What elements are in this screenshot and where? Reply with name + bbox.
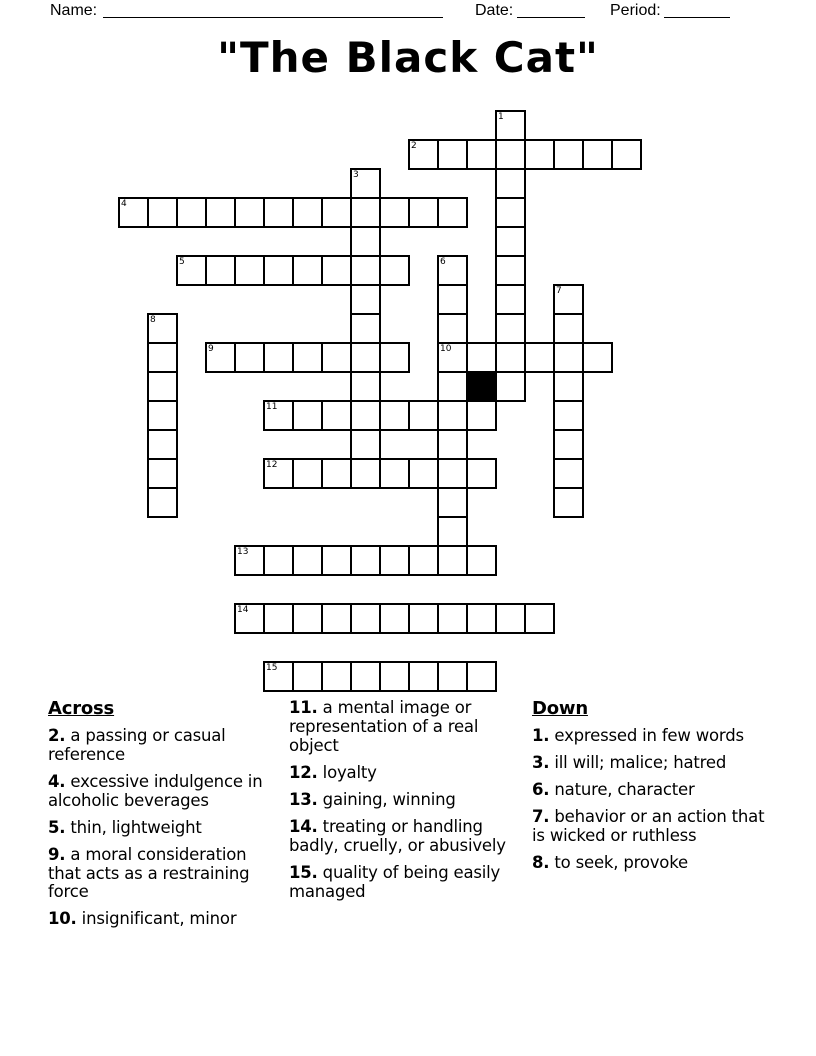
grid-cell — [234, 342, 265, 373]
clue-item — [532, 754, 768, 773]
grid-cell — [495, 255, 526, 286]
grid-cell — [524, 139, 555, 170]
grid-cell — [553, 342, 584, 373]
grid-cell — [495, 313, 526, 344]
grid-cell — [495, 603, 526, 634]
grid-cell — [611, 139, 642, 170]
grid-cell — [379, 603, 410, 634]
grid-cell — [582, 139, 613, 170]
grid-cell — [292, 661, 323, 692]
grid-cell — [437, 284, 468, 315]
grid-cell — [147, 371, 178, 402]
grid-cell — [350, 545, 381, 576]
clue-number: 8. — [532, 852, 550, 872]
grid-cell — [437, 400, 468, 431]
grid-cell — [495, 110, 526, 141]
grid-cell — [379, 255, 410, 286]
cell-number: 14 — [237, 605, 249, 615]
grid-cell — [292, 603, 323, 634]
grid-cell — [234, 197, 265, 228]
grid-cell — [437, 429, 468, 460]
clue-number: 10. — [48, 909, 77, 929]
grid-cell — [379, 400, 410, 431]
clue-number: 5. — [48, 817, 66, 837]
clue-number: 13. — [289, 789, 318, 809]
down-clue-list — [532, 727, 768, 873]
clue-text: thin, lightweight — [65, 817, 202, 837]
grid-cell — [408, 139, 439, 170]
clue-item — [289, 864, 517, 902]
cell-number: 3 — [353, 170, 359, 180]
grid-cell — [466, 342, 497, 373]
grid-cell — [321, 545, 352, 576]
cell-number: 10 — [440, 344, 452, 354]
grid-cell — [292, 197, 323, 228]
grid-cell — [176, 197, 207, 228]
clue-item — [532, 781, 768, 800]
date-label: Date: — [475, 2, 514, 19]
grid-cell — [437, 313, 468, 344]
grid-cell — [408, 661, 439, 692]
grid-cell — [495, 168, 526, 199]
clue-text: nature, character — [549, 779, 695, 799]
clue-item — [48, 910, 264, 929]
grid-cell — [466, 603, 497, 634]
grid-cell — [437, 661, 468, 692]
grid-cell — [466, 458, 497, 489]
clue-text: expressed in few words — [549, 725, 744, 745]
grid-cell — [437, 342, 468, 373]
clue-text: quality of being easily managed — [289, 862, 501, 901]
clue-number: 12. — [289, 762, 318, 782]
clue-number: 1. — [532, 725, 550, 745]
grid-cell — [350, 400, 381, 431]
grid-cell — [147, 458, 178, 489]
grid-cell — [379, 342, 410, 373]
clue-text: excessive indulgence in alcoholic beverages — [48, 771, 263, 810]
grid-cell — [350, 661, 381, 692]
cell-number: 4 — [121, 199, 127, 209]
across-clues-column-2 — [289, 699, 517, 910]
clue-item — [532, 808, 768, 846]
clue-number: 14. — [289, 816, 318, 836]
clue-number: 9. — [48, 844, 66, 864]
grid-cell — [292, 342, 323, 373]
grid-cell — [292, 545, 323, 576]
grid-cell — [321, 342, 352, 373]
clue-text: ill will; malice; hatred — [549, 752, 727, 772]
across-heading: Across — [48, 698, 115, 719]
clue-item — [289, 791, 517, 810]
grid-cell — [495, 284, 526, 315]
grid-cell — [350, 342, 381, 373]
date-line — [517, 17, 585, 18]
clue-text: a passing or casual reference — [48, 725, 226, 764]
grid-cell — [379, 458, 410, 489]
grid-cell — [263, 342, 294, 373]
grid-cell — [553, 284, 584, 315]
grid-cell — [321, 400, 352, 431]
clue-item — [289, 764, 517, 783]
grid-cell — [350, 313, 381, 344]
clue-text: gaining, winning — [317, 789, 456, 809]
grid-cell — [495, 371, 526, 402]
grid-cell — [466, 545, 497, 576]
grid-cell — [553, 371, 584, 402]
grid-cell — [147, 429, 178, 460]
clue-number: 3. — [532, 752, 550, 772]
grid-cell — [292, 255, 323, 286]
grid-cell — [379, 545, 410, 576]
grid-cell — [350, 168, 381, 199]
cell-number: 1 — [498, 112, 504, 122]
grid-cell — [263, 197, 294, 228]
grid-cell — [205, 197, 236, 228]
across-clue-list-2 — [289, 699, 517, 902]
grid-cell — [466, 400, 497, 431]
period-label: Period: — [610, 2, 661, 19]
grid-cell — [147, 400, 178, 431]
grid-cell — [118, 197, 149, 228]
grid-cell — [350, 226, 381, 257]
grid-cell — [437, 487, 468, 518]
page-title: "The Black Cat" — [217, 33, 599, 82]
grid-cell — [495, 139, 526, 170]
grid-cell — [553, 313, 584, 344]
grid-cell-black — [466, 371, 497, 402]
clue-text: a moral consideration that acts as a restraining force — [48, 844, 250, 902]
grid-cell — [263, 458, 294, 489]
clue-item — [48, 846, 264, 903]
cell-number: 12 — [266, 460, 278, 470]
down-clues-column — [532, 699, 768, 881]
grid-cell — [321, 255, 352, 286]
clue-item — [48, 773, 264, 811]
grid-cell — [495, 197, 526, 228]
cell-number: 5 — [179, 257, 185, 267]
grid-cell — [524, 603, 555, 634]
clue-text: behavior or an action that is wicked or ruthless — [532, 806, 765, 845]
grid-cell — [321, 661, 352, 692]
grid-cell — [437, 458, 468, 489]
clue-number: 7. — [532, 806, 550, 826]
grid-cell — [263, 545, 294, 576]
period-line — [664, 17, 730, 18]
name-label: Name: — [50, 2, 98, 19]
grid-cell — [379, 197, 410, 228]
clue-text: treating or handling badly, cruelly, or abusively — [289, 816, 506, 855]
name-line — [103, 17, 443, 18]
grid-cell — [495, 342, 526, 373]
grid-cell — [234, 255, 265, 286]
grid-cell — [292, 400, 323, 431]
grid-cell — [437, 255, 468, 286]
grid-cell — [263, 661, 294, 692]
grid-cell — [408, 197, 439, 228]
clue-item — [289, 699, 517, 756]
grid-cell — [582, 342, 613, 373]
grid-cell — [147, 487, 178, 518]
grid-cell — [263, 255, 294, 286]
grid-cell — [553, 458, 584, 489]
grid-cell — [350, 255, 381, 286]
clue-item — [532, 854, 768, 873]
clue-text: loyalty — [317, 762, 377, 782]
clue-item — [48, 819, 264, 838]
down-heading: Down — [532, 698, 588, 719]
grid-cell — [176, 255, 207, 286]
grid-cell — [350, 603, 381, 634]
grid-cell — [350, 284, 381, 315]
grid-cell — [437, 603, 468, 634]
clue-text: insignificant, minor — [76, 909, 237, 929]
grid-cell — [263, 400, 294, 431]
grid-cell — [205, 342, 236, 373]
grid-cell — [437, 197, 468, 228]
cell-number: 6 — [440, 257, 446, 267]
grid-cell — [147, 197, 178, 228]
cell-number: 13 — [237, 547, 249, 557]
clue-text: to seek, provoke — [549, 852, 688, 872]
clue-number: 11. — [289, 698, 318, 717]
grid-cell — [466, 139, 497, 170]
grid-cell — [321, 197, 352, 228]
clue-item — [48, 727, 264, 765]
grid-cell — [350, 197, 381, 228]
grid-cell — [292, 458, 323, 489]
grid-cell — [495, 226, 526, 257]
grid-cell — [408, 545, 439, 576]
cell-number: 15 — [266, 663, 278, 673]
grid-cell — [379, 661, 410, 692]
grid-cell — [553, 487, 584, 518]
clue-text: a mental image or representation of a real object — [289, 698, 479, 755]
cell-number: 7 — [556, 286, 562, 296]
grid-cell — [437, 139, 468, 170]
grid-cell — [263, 603, 294, 634]
grid-cell — [437, 545, 468, 576]
across-clue-list-1 — [48, 727, 264, 930]
grid-cell — [553, 139, 584, 170]
cell-number: 2 — [411, 141, 417, 151]
cell-number: 8 — [150, 315, 156, 325]
grid-cell — [553, 400, 584, 431]
cell-number: 9 — [208, 344, 214, 354]
grid-cell — [350, 429, 381, 460]
grid-cell — [147, 313, 178, 344]
grid-cell — [408, 458, 439, 489]
grid-cell — [437, 371, 468, 402]
grid-cell — [321, 458, 352, 489]
clue-number: 15. — [289, 862, 318, 882]
clue-item — [532, 727, 768, 746]
grid-cell — [437, 516, 468, 547]
grid-cell — [147, 342, 178, 373]
grid-cell — [321, 603, 352, 634]
grid-cell — [408, 400, 439, 431]
grid-cell — [524, 342, 555, 373]
grid-cell — [234, 545, 265, 576]
across-clues-column-1 — [48, 699, 264, 937]
clue-item — [289, 818, 517, 856]
clue-number: 2. — [48, 725, 66, 745]
grid-cell — [553, 429, 584, 460]
grid-cell — [350, 371, 381, 402]
grid-cell — [408, 603, 439, 634]
cell-number: 11 — [266, 402, 278, 412]
grid-cell — [234, 603, 265, 634]
grid-cell — [205, 255, 236, 286]
grid-cell — [466, 661, 497, 692]
clue-number: 4. — [48, 771, 66, 791]
clue-number: 6. — [532, 779, 550, 799]
grid-cell — [350, 458, 381, 489]
